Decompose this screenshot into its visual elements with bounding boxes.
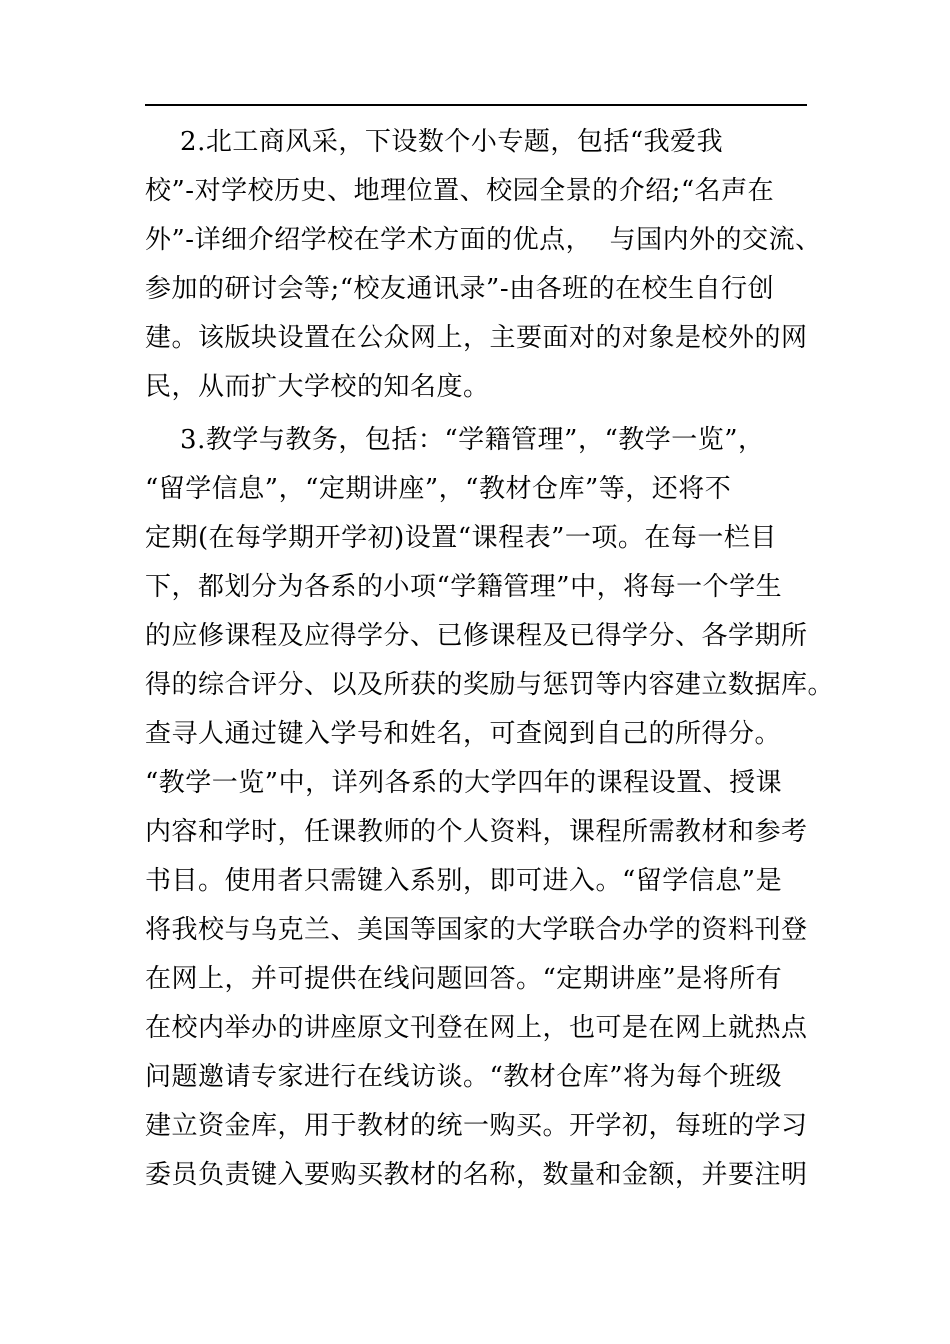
header-rule <box>145 104 807 106</box>
text-line: 在网上，并可提供在线问题回答。“定期讲座”是将所有 <box>145 964 783 994</box>
text-line: 下，都划分为各系的小项“学籍管理”中，将每一个学生 <box>145 572 783 602</box>
text-line: 2.北工商风采，下设数个小专题，包括“我爱我 <box>145 127 724 157</box>
text-line: 问题邀请专家进行在线访谈。“教材仓库”将为每个班级 <box>145 1062 783 1092</box>
text-line: 书目。使用者只需键入系别，即可进入。“留学信息”是 <box>145 866 783 896</box>
text-line: 在校内举办的讲座原文刊登在网上，也可是在网上就热点 <box>145 1013 808 1043</box>
text-line: 外”-详细介绍学校在学术方面的优点， 与国内外的交流、 <box>145 225 822 255</box>
text-line: 查寻人通过键入学号和姓名，可查阅到自己的所得分。 <box>145 719 782 749</box>
text-line: 得的综合评分、以及所获的奖励与惩罚等内容建立数据库。 <box>145 670 835 700</box>
text-line: “教学一览”中，详列各系的大学四年的课程设置、授课 <box>145 768 783 798</box>
text-line: 3.教学与教务，包括：“学籍管理”，“教学一览”， <box>145 425 765 455</box>
text-line: 委员负责键入要购买教材的名称，数量和金额，并要注明 <box>145 1160 808 1190</box>
text-line: 建。该版块设置在公众网上，主要面对的对象是校外的网 <box>145 323 808 353</box>
text-line: 定期(在每学期开学初)设置“课程表”一项。在每一栏目 <box>145 523 777 553</box>
text-line: 将我校与乌克兰、美国等国家的大学联合办学的资料刊登 <box>145 915 808 945</box>
text-line: 校”-对学校历史、地理位置、校园全景的介绍;“名声在 <box>145 176 775 206</box>
text-line: 民，从而扩大学校的知名度。 <box>145 372 490 402</box>
text-line: 内容和学时，任课教师的个人资料，课程所需教材和参考 <box>145 817 808 847</box>
text-line: 的应修课程及应得学分、已修课程及已得学分、各学期所 <box>145 621 808 651</box>
text-line: 建立资金库，用于教材的统一购买。开学初，每班的学习 <box>145 1111 808 1141</box>
text-line: “留学信息”，“定期讲座”，“教材仓库”等，还将不 <box>145 474 732 504</box>
text-line: 参加的研讨会等;“校友通讯录”-由各班的在校生自行创 <box>145 274 775 304</box>
